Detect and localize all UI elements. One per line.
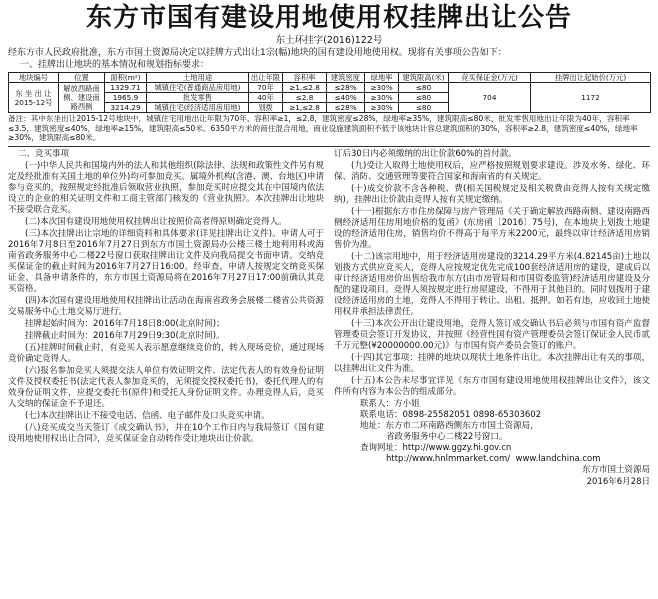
clause: (三)本次挂牌出让宗地的详细资料和具体要求(详见挂牌出让文件)。申请人可于2016年7月8日至2016年7月27日到东方市国土资源局办公楼三楼土地利用科或海南省政务服务中心二楼22号窗口获取挂牌出让文件及向我局提交书面申请。交纳竞买保证金的截止时间为2016年7月27日16:00。经审查，申请人按规定交纳竞买保证金，具备申请条件的，东方市国土资源局将在2016年7月27日17:00前确认其竞买资格。 <box>8 228 324 294</box>
website-link[interactable]: www.landchina.com <box>515 453 601 464</box>
clause: (十四)其它事项：挂牌的地块以现状土地条件出让。本次挂牌出让有关的事项，以挂牌出让文件为准。 <box>334 352 650 374</box>
clause: 挂牌起始时间为：2016年7月18日8:00(北京时间)； <box>25 318 225 329</box>
header-cell: 出让年限 <box>249 73 283 83</box>
body-columns <box>8 149 650 489</box>
years-cell: 划拨 <box>249 103 283 113</box>
announcement-page <box>2 2 656 595</box>
clause: (二)本次国有建设用地使用权挂牌出让按照价高者得原则确定竞得人。 <box>25 216 287 227</box>
density-cell: ≤40% <box>327 93 365 103</box>
header-cell: 地块编号 <box>9 73 59 83</box>
clause: (九)受让人取得土地使用权后，应严格按照规划要求建设。涉及水务、绿化、环保、消防、交通管理等要符合国家和海南省的有关规定。 <box>334 160 650 182</box>
area-cell: 1965.9 <box>105 93 147 103</box>
far-cell: ≥1,≤2.8 <box>283 103 327 113</box>
contact-phone: 联系电话：0898-25582051 0898-65303602 <box>360 409 542 420</box>
clause: (十)成交价款不含各种税、费(相关国税规定及相关税费由竞得人按有关规定缴纳)，挂牌出让价款由竞得人按有关规定缴纳。 <box>334 183 650 205</box>
parcel-table <box>8 72 651 113</box>
clause: (五)挂牌时间截止时，有竞买人表示愿意继续竞价的，转入现场竞价，通过现场竞价确定竞得人。 <box>8 342 324 364</box>
parcel-number-cell: 东 坐 出 让 2015-12号 <box>9 83 59 113</box>
header-cell: 建筑限高(米) <box>399 73 449 83</box>
clause: (四)本次国有建设用地使用权挂牌出让活动在海南省政务会展楼二楼省公共资源交易服务中心土地交易厅进行。 <box>8 295 324 317</box>
left-column <box>8 149 324 489</box>
clause: (十五)本公告未尽事宜详见《东方市国有建设用地使用权挂牌出让文件》，该文件所有内容为本公告的组成部分。 <box>334 375 650 397</box>
green-cell: ≥30% <box>365 93 399 103</box>
far-cell: ≥1,≤2.8 <box>283 83 327 93</box>
years-cell: 40年 <box>249 93 283 103</box>
header-cell: 位置 <box>59 73 105 83</box>
height-cell: ≤80 <box>399 83 449 93</box>
header-cell: 土地用途 <box>147 73 249 83</box>
clause: (八)竞买成交当天签订《成交确认书》，并在10个工作日内与我局签订《国有建设用地使用权出让合同》，竞买保证金自动转作受让地块出让价款。 <box>8 422 324 444</box>
far-cell: ≤2.8 <box>283 93 327 103</box>
clause: (十一)根据东方市住房保障与房产管理局《关于确定解放西路南侧、建设南路西侧经济适用住房用地价格的复函》(东房函〔2016〕75号)，在本地块上划拨土地建设的经济适用住房，销售均价不得高于每平方米2200元，最终以审计经济适用房销售价为准。 <box>334 206 650 250</box>
contact-person: 联系人：方小姐 <box>360 398 420 409</box>
header-cell: 绿地率 <box>365 73 399 83</box>
website-link[interactable]: http://www.hnlmmarket.com/ <box>386 453 511 464</box>
page-title: 东方市国有建设用地使用权挂牌出让公告 <box>85 3 572 33</box>
table-note: 备注：其中东坐出让2015-12号地块中，城镇住宅用地出让年限为70年，容积率≥1，≤2.8，建筑密度≤28%，绿地率≥35%，建筑限高≤80米，批发零售用地出让年限为40年，容积率≤3.5，建筑密度≤40%，绿地率≥15%，建筑限高≤50米。6350平方米的商住混合用地，商业设施建筑面积不低于该地块计容总建筑面积的30%，容积率≥2.8，建筑密度≤40%，绿地率≥30%，建筑限高≤80米。 <box>8 114 638 142</box>
header-cell: 容积率 <box>283 73 327 83</box>
green-cell: ≥30% <box>365 83 399 93</box>
density-cell: ≤28% <box>327 103 365 113</box>
table-header-row <box>9 73 651 83</box>
clause: (一)中华人民共和国境内外的法人和其他组织(除法律、法规和政策性文件另有规定及经批准有关国土地的单位外)均可参加竞买。属境外机构(含港、澳、台地区)申请参与竞买的，按照规定经批准后领取营业执照，参加竞买时应提交其在中国境内依法设立的企业的相关证明文件和工商主管部门核发的《营业执照》。本次挂牌出让地块不接受联合竞买。 <box>8 160 324 215</box>
website-line <box>334 443 650 454</box>
website-label: 查询网址： <box>360 442 403 453</box>
clause: (六)报名参加竞买人须提交法人单位有效证明文件、法定代表人的有效身份证明文件及授权委托书(法定代表人参加竞买的，无须提交授权委托书)，委托代理人的有效身份证明文件，应提交委托书(原件)和受托人身份证明文件。办理竞得人后，竞买人交纳的保证金不予退还。 <box>8 365 324 409</box>
use-cell: 批发零售 <box>147 93 249 103</box>
website-link[interactable]: http://www.ggzy.hi.gov.cn <box>402 442 512 453</box>
contact-address-2: 省政务服务中心二楼22号窗口。 <box>386 431 508 442</box>
website-line <box>334 454 650 465</box>
intro-paragraph: 经东方市人民政府批准，东方市国土资源局决定以挂牌方式出让1宗(幅)地块的国有建设用地使用权。现将有关事项公告如下： <box>8 48 507 58</box>
height-cell: ≤80 <box>399 103 449 113</box>
section-2-heading: 二、竞买事项 <box>18 148 70 159</box>
issuer: 东方市国土资源局 <box>581 464 650 475</box>
clause: (七)本次挂牌出让不接受电话、信函、电子邮件及口头竞买申请。 <box>25 410 270 421</box>
contact-address: 地址：东方市二环南路西侧东方市国土资源局， <box>360 420 539 431</box>
area-cell: 3214.29 <box>105 103 147 113</box>
use-cell: 城镇住宅(经济适用房用地) <box>147 103 249 113</box>
density-cell: ≤28% <box>327 83 365 93</box>
years-cell: 70年 <box>249 83 283 93</box>
area-cell: 1329.71 <box>105 83 147 93</box>
table-row <box>9 83 651 93</box>
deposit-cell: 704 <box>449 83 531 113</box>
divider <box>8 146 650 147</box>
clause: 订后30日内必须缴纳的出让价款60%的首付款。 <box>334 148 517 159</box>
header-cell: 竞买保证金(万元) <box>449 73 531 83</box>
clause: (十二)该宗用地中，用于经济适用房建设的3214.29平方米(4.82145亩)土地以划拨方式供应竞买人，竞得人应按规定优先完成100套经济适用房的建设，建成后以审计经济适用房价出售给我市东方(由市房管局和市国资委监管)经济适用房建设及分配的建设项目。竞得人须按规定进行房屋建设，不得用于其他目的。同时划拨用于建设经济适用房的土地，竞得人不得用于转让、出租、抵押。如若有违，应收回土地使用权并承担法律责任。 <box>334 251 650 317</box>
header-cell: 建筑密度 <box>327 73 365 83</box>
clause: (十三)本次公开出让建设用地，竞得人签订成交确认书后必须与市国有资产监督管理委员会签订开发协议，并按照《经营性国有资产管理委员会签订保证金人民币贰千万元整(¥20000000.00元)》与市国有资产委员会签订的账户。 <box>334 318 650 351</box>
right-column <box>334 149 650 489</box>
height-cell: ≤80 <box>399 93 449 103</box>
header-cell: 面积(m²) <box>105 73 147 83</box>
header-cell: 挂牌出让起始价(万元) <box>531 73 651 83</box>
clause: 挂牌截止时间为：2016年7月29日9:30(北京时间)。 <box>25 330 225 341</box>
document-number: 东土环挂字(2016)122号 <box>275 35 383 46</box>
location-cell: 解放西路南侧、建设南路西侧 <box>59 83 105 113</box>
green-cell: ≥30% <box>365 103 399 113</box>
issue-date: 2016年6月28日 <box>586 476 650 487</box>
section-1-heading: 一、挂牌出让地块的基本情况和规划指标要求： <box>20 60 210 70</box>
contact-block <box>334 399 650 465</box>
use-cell: 城镇住宅(普通商品房用地) <box>147 83 249 93</box>
start-price-cell: 1172 <box>531 83 651 113</box>
